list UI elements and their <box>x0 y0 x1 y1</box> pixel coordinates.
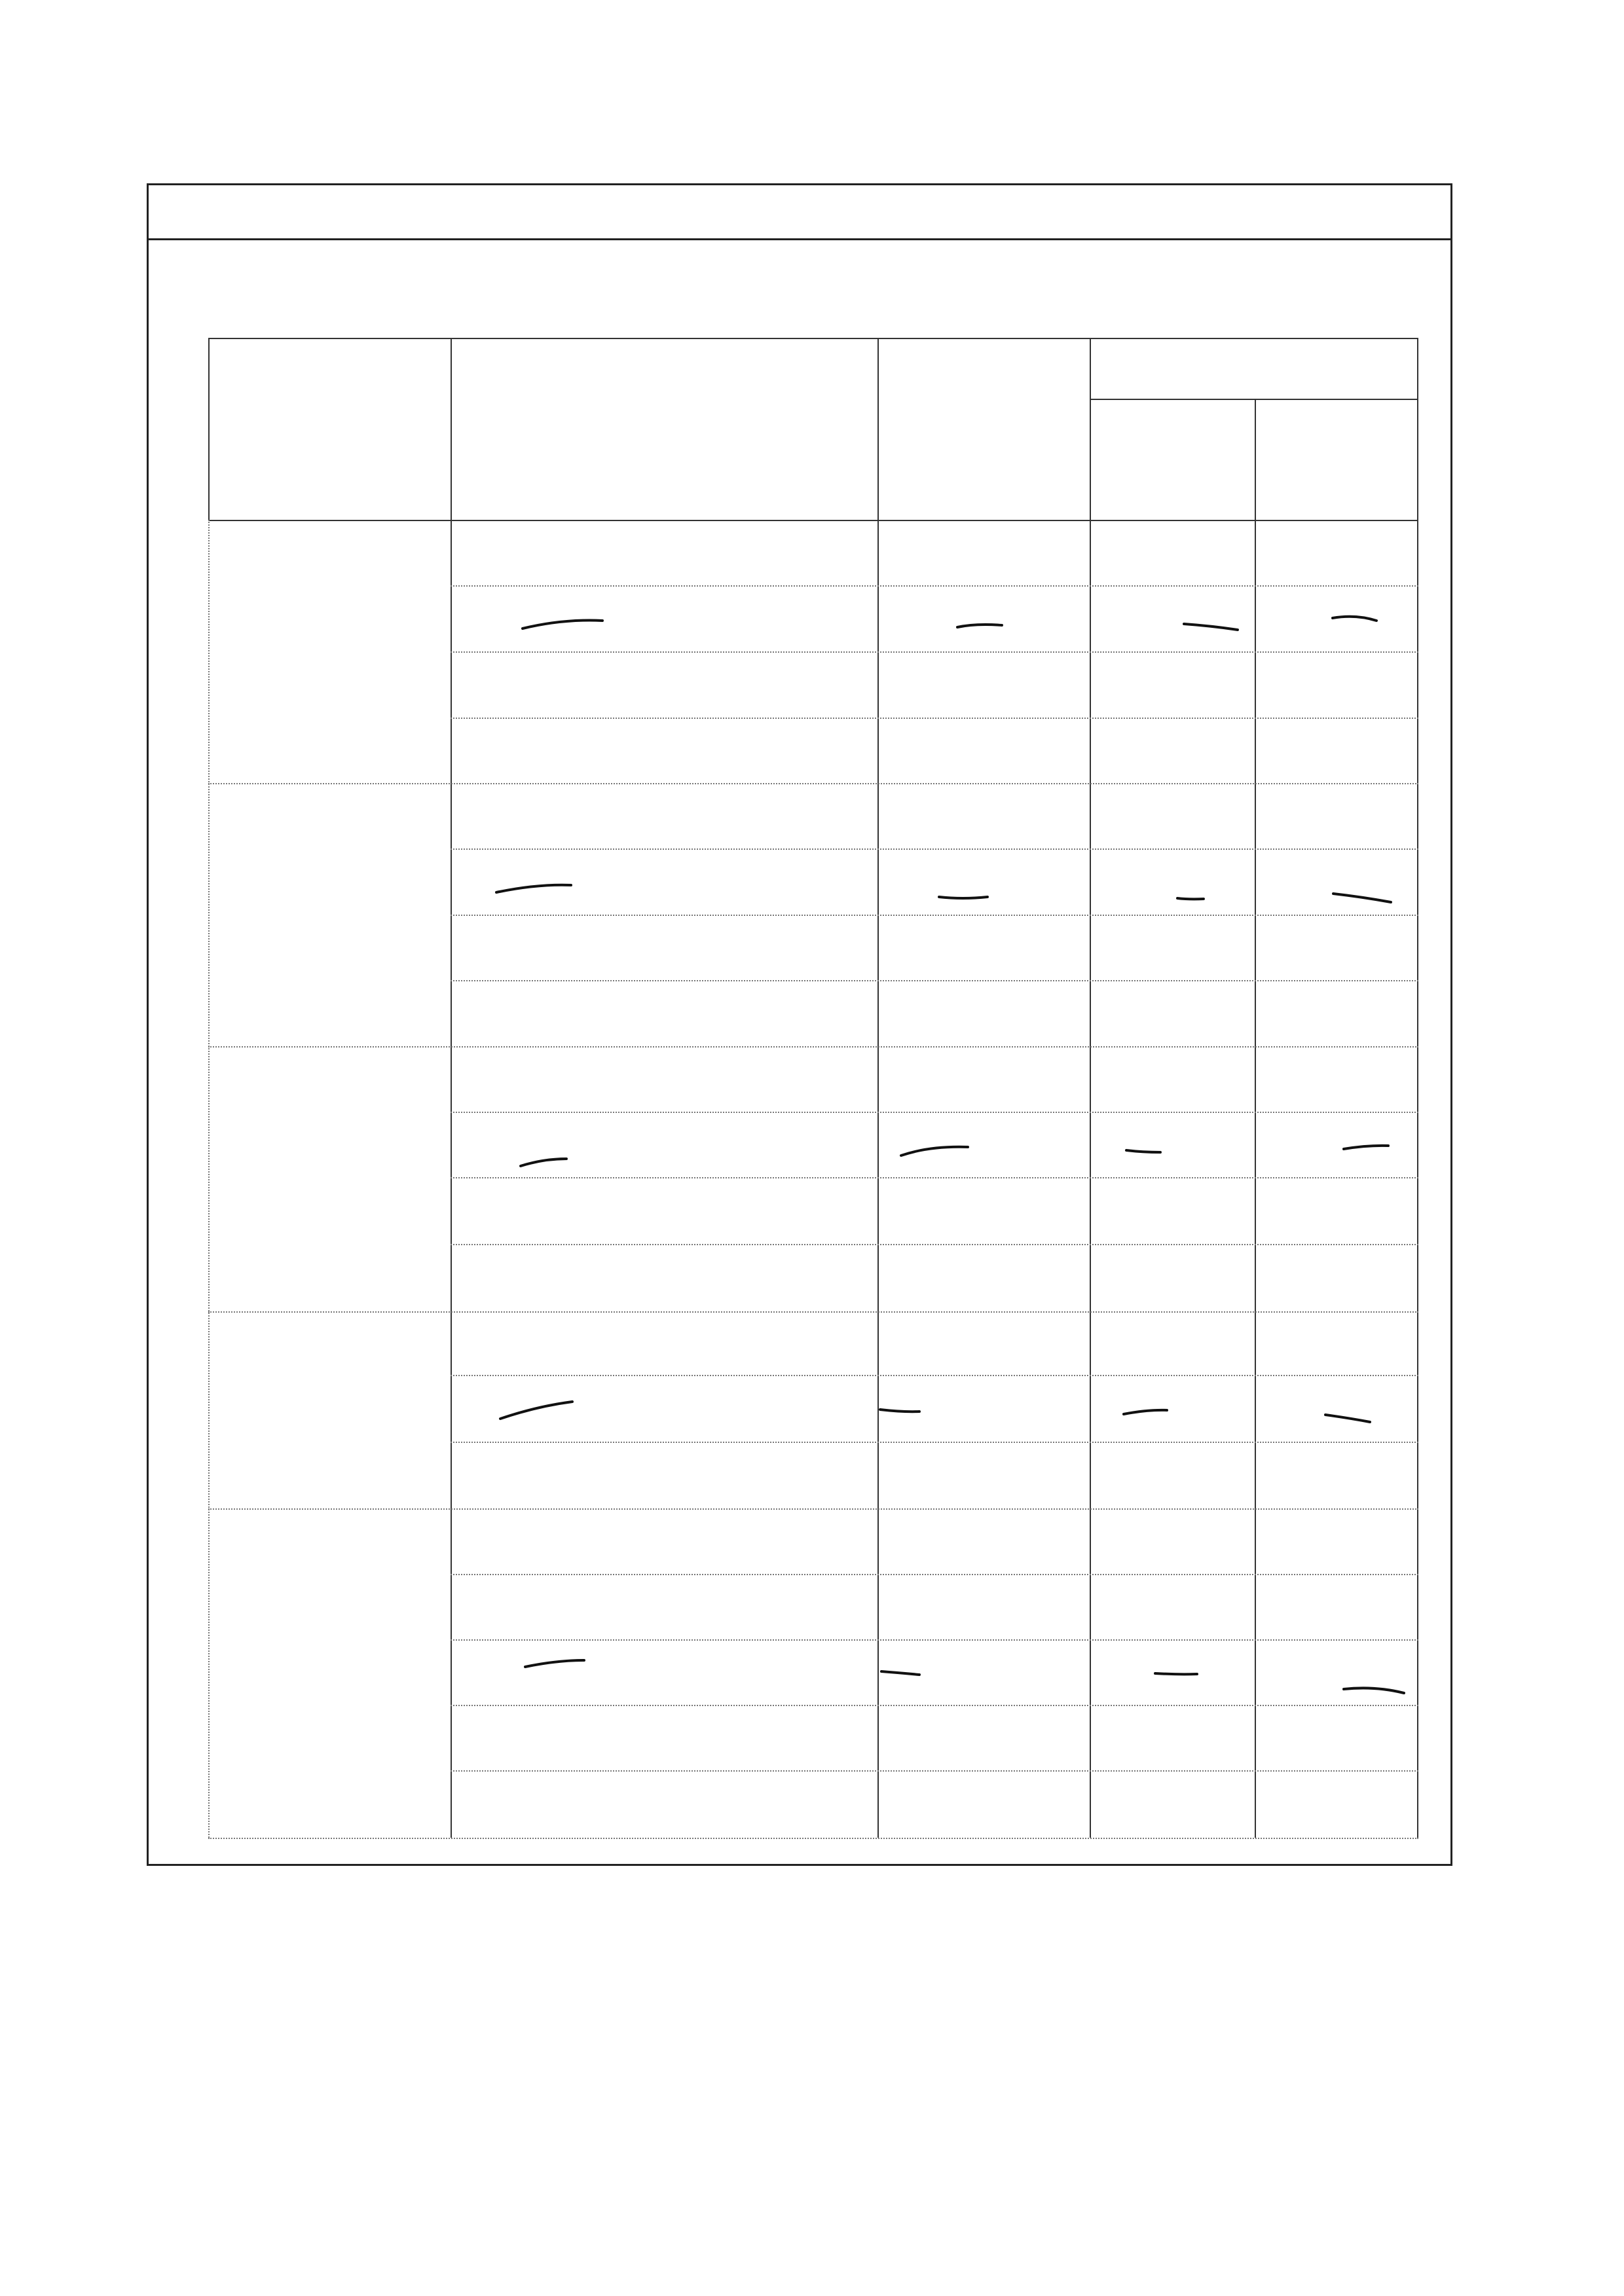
dash-mark <box>1333 894 1391 902</box>
dash-mark <box>939 897 987 898</box>
dash-mark <box>521 1159 566 1166</box>
dash-mark <box>496 885 571 892</box>
dash-mark <box>525 1660 584 1667</box>
dash-mark <box>881 1671 919 1675</box>
dash-mark <box>1126 1150 1160 1152</box>
dash-mark <box>1124 1410 1167 1414</box>
dash-mark <box>1155 1673 1197 1674</box>
dash-mark <box>523 621 602 629</box>
dash-mark <box>1344 1146 1388 1149</box>
dash-mark <box>1325 1415 1370 1422</box>
dash-mark <box>500 1402 572 1419</box>
dash-mark <box>880 1410 919 1412</box>
dash-mark <box>1344 1688 1404 1693</box>
dash-mark <box>1177 898 1204 899</box>
dash-mark <box>1184 624 1238 630</box>
dash-mark <box>901 1147 968 1156</box>
dash-mark <box>957 625 1002 627</box>
dash-mark <box>1333 617 1376 621</box>
